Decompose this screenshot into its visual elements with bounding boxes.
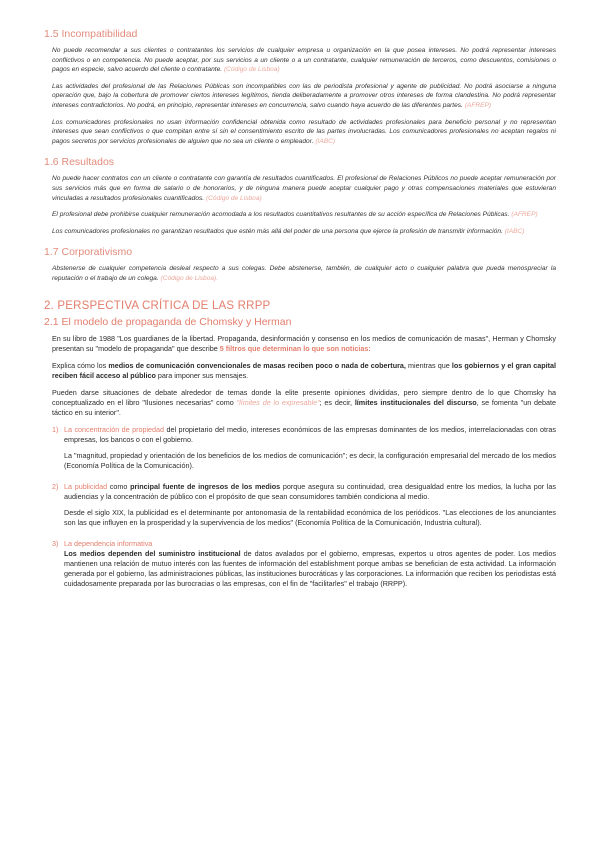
citation: (Código de Lisboa) <box>205 194 262 202</box>
citation: (Código de Lisboa). <box>160 274 219 282</box>
paragraph: No puede recomendar a sus clientes o contratantes los servicios de cualquier empresa u organización en la que posea intereses. No podrá representar intereses conflictivos o en competencia. No puede aceptar, por sus servicios a un cliente o a un contratante, cualquier remuneración de terceros, como descuentos, comisiones o pagos en especie, salvo acuerdo del cliente o contratante. (Código de Lisboa) <box>52 47 556 74</box>
citation: (AFREP) <box>511 211 538 219</box>
list-item: 1) La concentración de propiedad del propietario del medio, intereses económicos de las empresas dominantes de los medios, interrelacionadas con otras empresas, los bancos o con el gobierno. La "magnitud, propiedad y orientación de los beneficios de los medios de comunicación"; es decir, la configuración empresarial del mercado de los medios (Economía Política de la Comunicación). <box>52 425 556 476</box>
list-number: 1) <box>52 424 59 434</box>
citation: (Código de Lisboa) <box>223 66 280 74</box>
citation: (IABC) <box>315 137 336 145</box>
paragraph: Los comunicadores profesionales no garantizan resultados que estén más allá del poder de una persona que ejerce la profesión de transmitir información. (IABC) <box>52 227 525 235</box>
section-1-7 <box>44 246 556 283</box>
list-number: 3) <box>52 538 59 548</box>
section-1-5 <box>44 28 556 146</box>
chapter-heading: 2. PERSPECTIVA CRÍTICA DE LAS RRPP <box>44 299 271 312</box>
highlight: La publicidad <box>64 481 108 491</box>
paragraph: Abstenerse de cualquier competencia desleal respecto a sus colegas. Debe abstenerse, también, de cualquier acto o cualquier palabra que pueda menospreciar la reputación o el trabajo de un colega. (Código de Lisboa). <box>52 265 556 282</box>
list-number: 2) <box>52 481 59 491</box>
section-1-6 <box>44 156 556 236</box>
filters-list <box>52 425 556 594</box>
section-heading: 1.5 Incompatibilidad <box>44 28 138 40</box>
paragraph: En su libro de 1988 "Los guardianes de la libertad. Propaganda, desinformación y consenso en los medios de comunicación de masas", Herman y Chomsky presentan su "modelo de propaganda" que describe 5 filtros que determinan lo que son noticias: <box>52 333 556 353</box>
section-2 <box>44 300 556 594</box>
citation: (AFREP) <box>464 101 492 109</box>
paragraph: Explica cómo los medios de comunicación convencionales de masas reciben poco o nada de cobertura, mientras que los gobiernos y el gran capital reciben fácil acceso al público para imponer sus mensajes. <box>52 360 556 380</box>
list-item: 2) La publicidad como principal fuente de ingresos de los medios porque asegura su continuidad, crea desigualdad entre los medios, la lucha por las audiencias y la concentración de público con el propósito de que sean consumidores también condiciona al medio. Desde el siglo XIX, la publicidad es el determinante por antonomasia de la rentabilidad económica de los periódicos. "Las elecciones de los anunciantes son las que influyen en la prosperidad y la supervivencia de los medios" (Economía Política de la Comunicación, Industria cultural). <box>52 482 556 533</box>
subsection-heading: 2.1 El modelo de propaganda de Chomsky y Herman <box>44 315 292 328</box>
paragraph: Pueden darse situaciones de debate alrededor de temas donde la elite presente opiniones divididas, pero siempre dentro de lo que Chomsky ha conceptualizado en el libro "Ilusiones necesarias" como "límites de lo expresable"; es decir, límites institucionales del discurso, se fomenta "un debate táctico en su interior". <box>52 387 556 417</box>
paragraph: Los comunicadores profesionales no usan información confidencial obtenida como resultado de actividades profesionales para beneficio personal y no representan intereses que sean conflictivos o que compitan entre sí sin el consentimiento escrito de las partes involucradas. Los comunicadores profesionales no aceptan regalos ni pagos secretos por servicios profesionales de alguien que no sea un cliente o empleador. (IABC) <box>52 118 556 145</box>
paragraph: El profesional debe prohibirse cualquier remuneración acomodada a los resultados cuantitativos resultantes de su acción específica de Relaciones Públicas. (AFREP) <box>52 211 538 219</box>
paragraph: No puede hacer contratos con un cliente o contratante con garantía de resultados cuantificados. El profesional de Relaciones Públicos no puede aceptar remuneración por sus servicios más que en forma de salario o de honorarios, y de ninguna manera puede aceptar cualquier pago y otras compensaciones materiales que estuvieran vinculadas a resultados profesionales cuantificados. (Código de Lisboa) <box>52 175 556 202</box>
paragraph: Las actividades del profesional de las Relaciones Públicas son incompatibles con las de periodista profesional y agente de publicidad. No podrá asociarse a ninguna operación que, bajo la cobertura de promover ciertos intereses legítimos, tienda deliberadamente a promover otros intereses de forma clandestina. No podrá representar intereses contradictorios. No podrá, en principio, representar intereses en concurrencia, salvo cuando haya acuerdo de las diferentes partes. (AFREP) <box>52 82 556 109</box>
highlight: La concentración de propiedad <box>64 424 165 434</box>
highlight: "límites de lo expresable" <box>236 397 320 407</box>
list-item: 3) La dependencia informativa Los medios dependen del suministro institucional de datos avalados por el gobierno, empresas, expertos u otros agentes de poder. Los medios mantienen una relación de mutuo interés con las fuentes de información del establishment porque ambas se benefician de esta actividad. La información generada por el gobierno, las administraciones públicas, las instituciones burocráticas y las corporaciones. La información que reciben los periodistas está cuidadosamente preparada por las burocracias o las empresas, con el fin de "facilitarles" el trabajo (RRPP). <box>52 539 556 594</box>
section-heading: 1.7 Corporativismo <box>44 246 133 259</box>
section-heading: 1.6 Resultados <box>44 156 115 169</box>
citation: (IABC) <box>504 227 525 235</box>
highlight: La dependencia informativa <box>64 538 153 548</box>
highlight: 5 filtros que determinan lo que son noticias: <box>219 343 371 353</box>
